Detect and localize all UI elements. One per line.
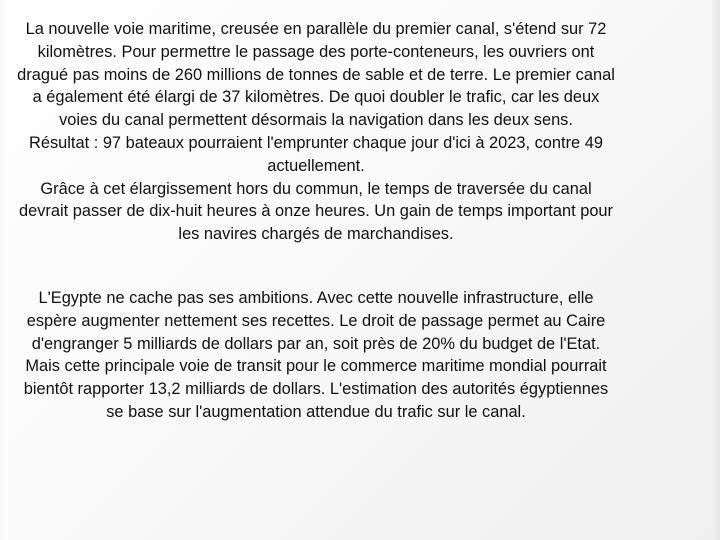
paragraph-result: Résultat : 97 bateaux pourraient l'emprunter chaque jour d'ici à 2023, contre 49 actuellement. (29, 133, 603, 175)
text-block-egypt-ambitions (14, 287, 618, 424)
slide-right-edge (712, 0, 720, 540)
paragraph-transit-time: Grâce à cet élargissement hors du commun, le temps de traversée du canal devrait passer de dix-huit heures à onze heures. Un gain de temps important pour les navires chargés de marchandises. (18, 179, 614, 244)
slide-left-edge (0, 0, 8, 540)
paragraph-new-waterway: La nouvelle voie maritime, creusée en parallèle du premier canal, s'étend sur 72 kilomètres. Pour permettre le passage des porte-conteneurs, les ouvriers ont dragué pas moins de 260 millions de tonnes de sable et de terre. Le premier canal a également été élargi de 37 kilomètres. De quoi doubler le trafic, car les deux voies du canal permettent désormais la navigation dans les deux sens. (17, 20, 615, 130)
text-block-canal-expansion (15, 18, 617, 246)
paragraph-egypt-revenue: L'Egypte ne cache pas ses ambitions. Avec cette nouvelle infrastructure, elle espère augmenter nettement ses recettes. Le droit de passage permet au Caire d'engranger 5 milliards de dollars par an, soit près de 20% du budget de l'Etat. Mais cette principale voie de transit pour le commerce maritime mondial pourrait bientôt rapporter 13,2 milliards de dollars. L'estimation des autorités égyptiennes se base sur l'augmentation attendue du trafic sur le canal. (23, 289, 609, 421)
